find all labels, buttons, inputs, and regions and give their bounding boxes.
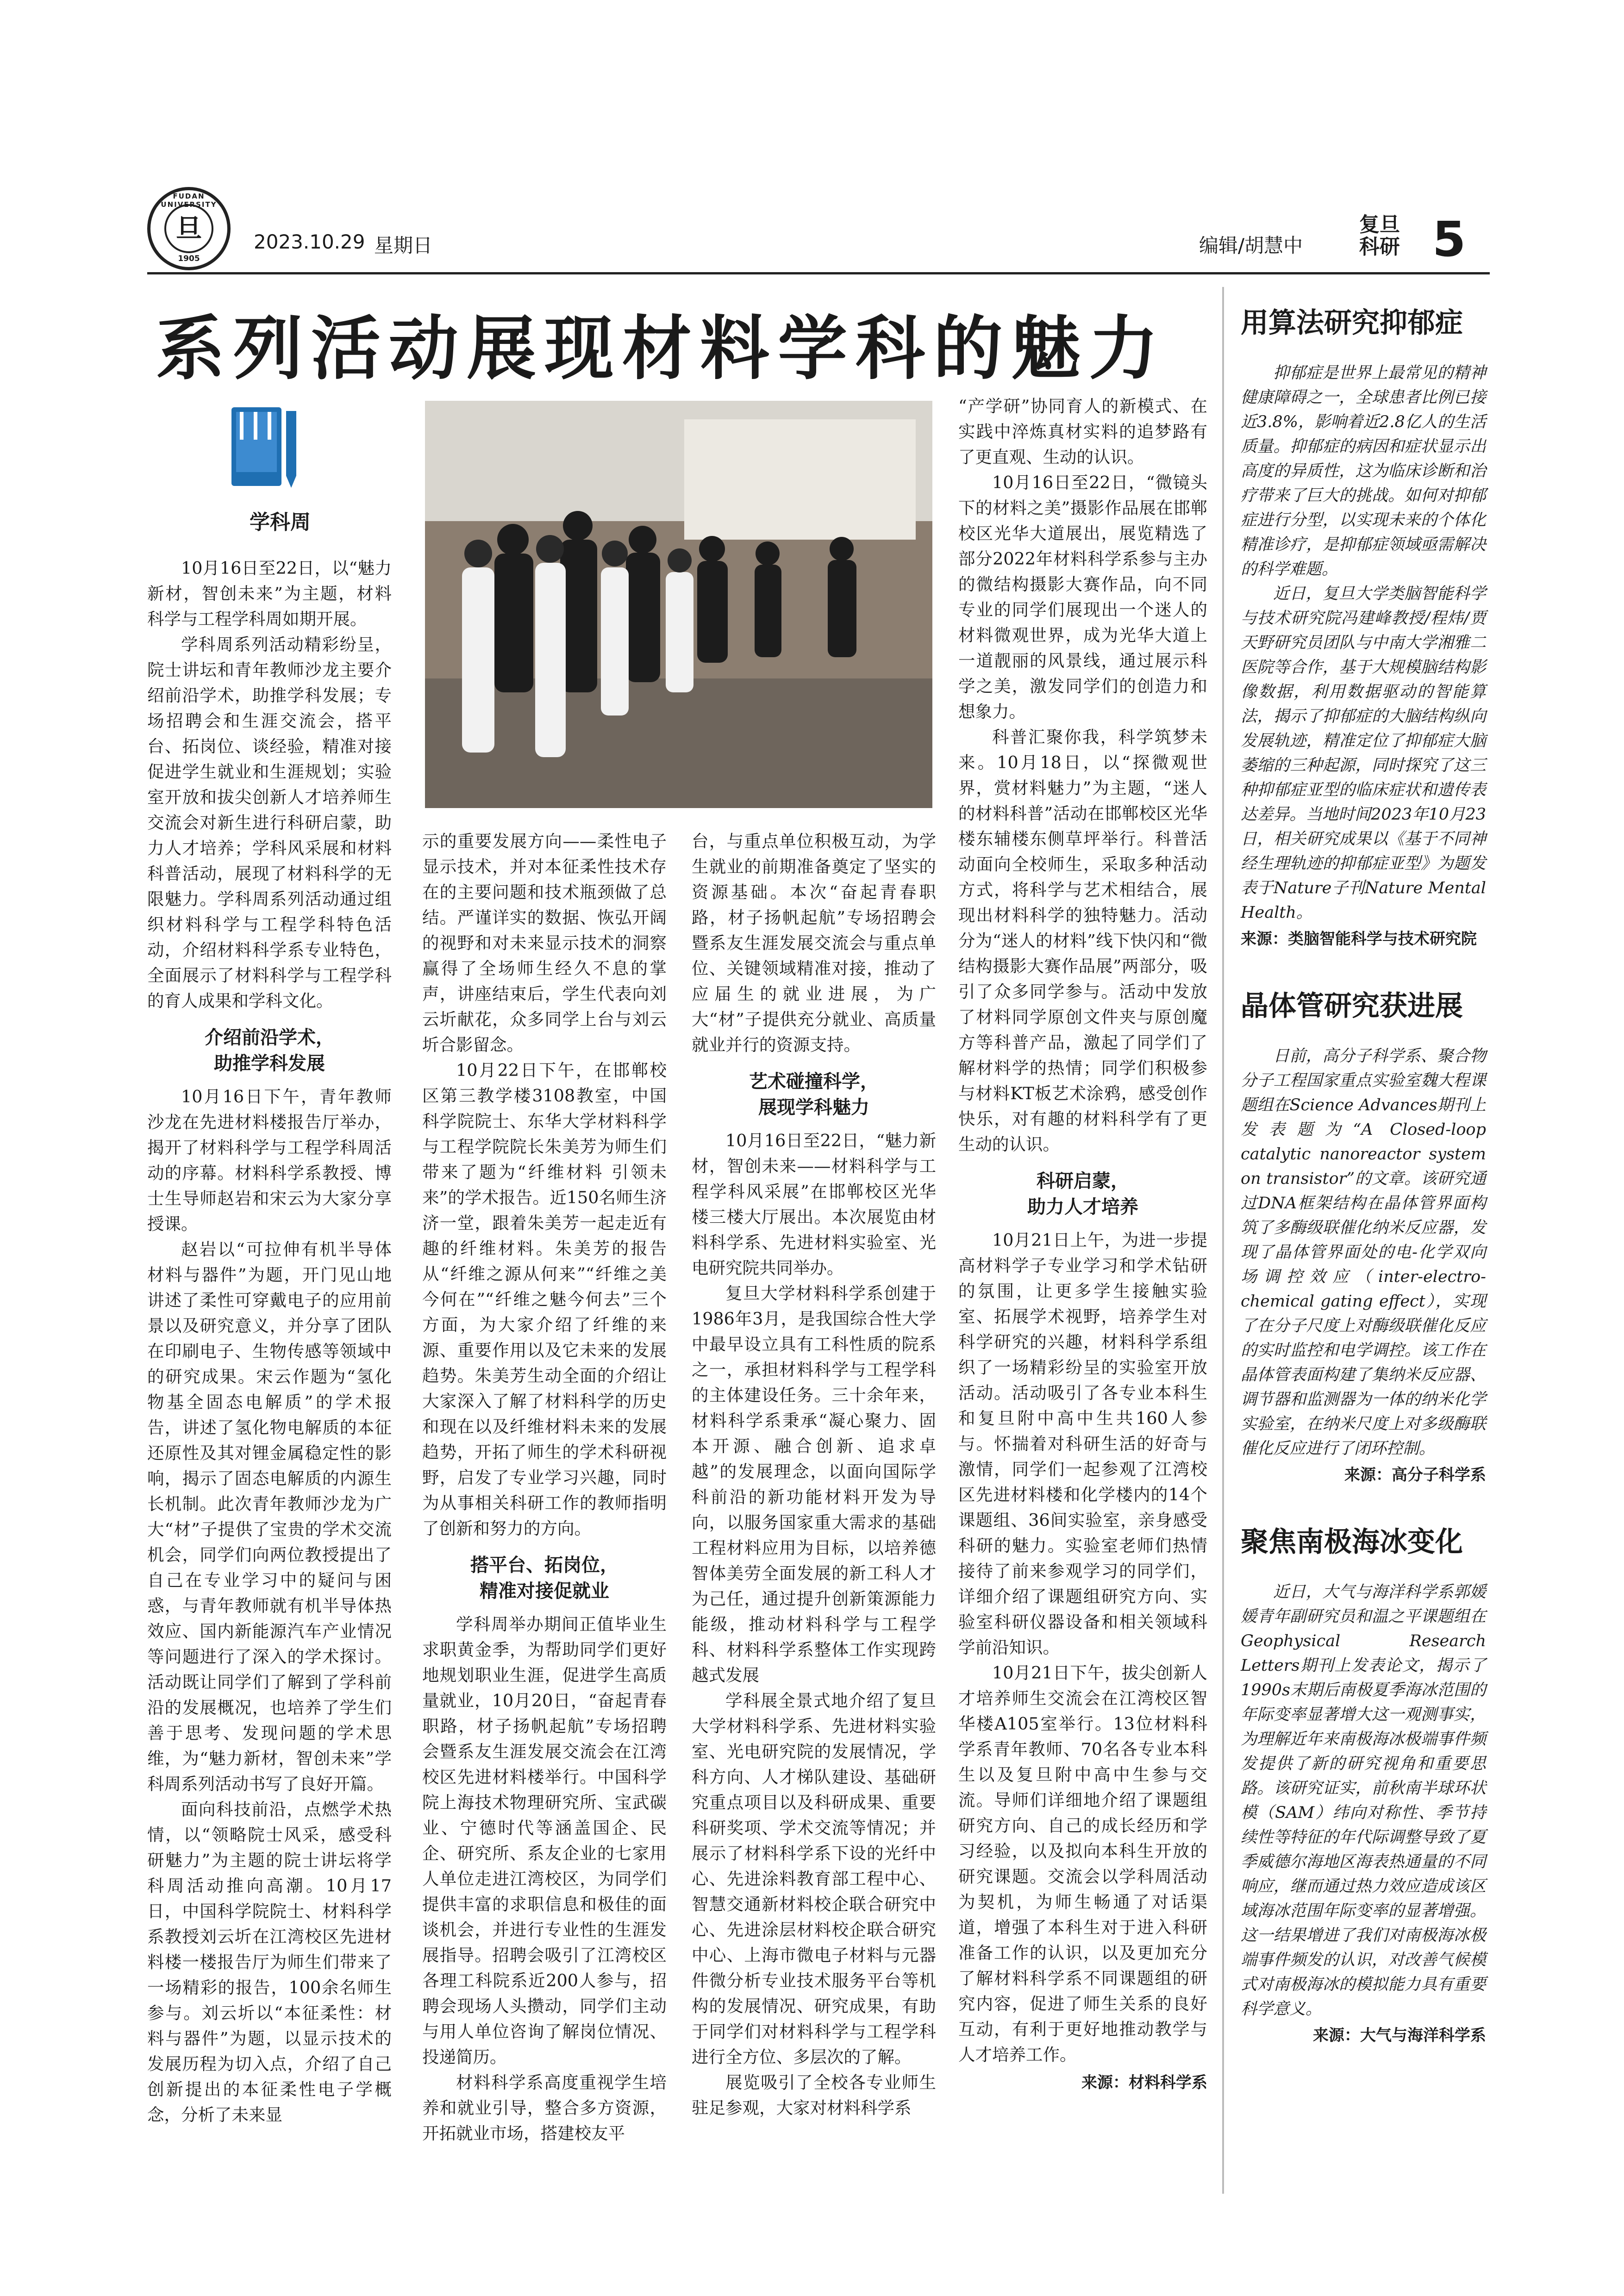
paragraph: 10月21日下午，拔尖创新人才培养师生交流会在江湾校区智华楼A105室举行。13位材料科学系青年教师、70名各专业本科生以及复旦附中高中生参与交流。导师们详细地介绍了课题组研究方向、自己的成长经历和学习经验，以及拟向本科生开放的研究课题。交流会以学科周活动为契机，为师生畅通了对话渠道，增强了本科生对于进入科研准备工作的认识，以及更加充分了解材料科学系不同课题组的研究内容，促进了师生关系的良好互动，有利于更好地推动教学与人才培养工作。 bbox=[958, 1663, 1207, 2065]
article-column-1 bbox=[147, 555, 392, 2128]
paragraph: 10月16日至22日，以“魅力新材，智创未来”为主题，材料科学与工程学科周如期开展。 bbox=[147, 558, 392, 629]
article-column-3 bbox=[692, 828, 936, 2121]
brief-title: 晶体管研究获进展 bbox=[1241, 990, 1463, 1022]
brief-source: 来源：类脑智能科学与技术研究院 bbox=[1241, 930, 1477, 948]
paragraph: 展览吸引了全校各专业师生驻足参观，大家对材料科学系 bbox=[692, 2072, 936, 2118]
paragraph: 10月22日下午，在邯郸校区第三教学楼3108教室，中国科学院院士、东华大学材料科学与工程学院院长朱美芳为师生们带来了题为“纤维材料 引领未来”的学术报告。近150名师生济济一堂，跟着朱美芳一起走近有趣的纤维材料。朱美芳的报告从“纤维之源从何来”“纤维之美今何在”“纤维之魅今何去”三个方面，为大家介绍了纤维的来源、重要作用以及它未来的发展趋势。朱美芳生动全面的介绍让大家深入了解了材料科学的历史和现在以及纤维材料未来的发展趋势，开拓了师生的学术科研视野，启发了专业学习兴趣，同时为从事相关科研工作的教师指明了创新和努力的方向。 bbox=[422, 1060, 667, 1538]
paragraph: 台，与重点单位积极互动，为学生就业的前期准备奠定了坚实的资源基础。本次“奋起青春职路，材子扬帆起航”专场招聘会暨系友生涯发展交流会与重点单位、关键领域精准对接，推动了应届生的就业进展，为广大“材”子提供充分就业、高质量就业并行的资源支持。 bbox=[692, 831, 936, 1055]
brand-line-1: 复旦 bbox=[1359, 213, 1400, 236]
book-pencil-icon bbox=[231, 407, 301, 491]
article-column-4 bbox=[958, 393, 1207, 2096]
paragraph: 近日，大气与海洋科学系郭媛媛青年副研究员和温之平课题组在Geophysical Research Letters期刊上发表论文，揭示了1990s末期后南极夏季海冰范围的年际变率显著增大这一观测事实，为理解近年来南极海冰极端事件频发提供了新的研究视角和重要思路。该研究证实，前秋南半球环状模（SAM）纬向对称性、季节持续性等特征的年代际调整导致了夏季威德尔海地区海表热通量的不同响应，继而通过热力效应造成该区域海冰范围年际变率的显著增强。这一结果增进了我们对南极海冰极端事件频发的认识，对改善气候模式对南极海冰的模拟能力具有重要科学意义。 bbox=[1241, 1583, 1486, 2018]
paragraph: 10月16日下午，青年教师沙龙在先进材料楼报告厅举办，揭开了材料科学与工程学科周活动的序幕。材料科学系教授、博士生导师赵岩和宋云为大家分享授课。 bbox=[147, 1087, 392, 1234]
column-divider bbox=[1222, 287, 1224, 2194]
brief-source: 来源：高分子科学系 bbox=[1344, 1466, 1486, 1484]
subheading: 搭平台、拓岗位， 精准对接促就业 bbox=[470, 1555, 618, 1602]
article-column-2 bbox=[422, 828, 667, 2146]
paragraph: 10月21日上午，为进一步提高材料学子专业学习和学术钻研的氛围，让更多学生接触实验室、拓展学术视野，培养学生对科学研究的兴趣，材料科学系组织了一场精彩纷呈的实验室开放活动。活动吸引了各专业本科生和复旦附中高中生共160人参与。怀揣着对科研生活的好奇与激情，同学们一起参观了江湾校区先进材料楼和化学楼内的14个课题组、36间实验室，亲身感受科研的魅力。实验室老师们热情接待了前来参观学习的同学们，详细介绍了课题组研究方向、实验室科研仪器设备和相关领域科学前沿知识。 bbox=[958, 1230, 1207, 1657]
paragraph: 10月16日至22日，“微镜头下的材料之美”摄影作品展在邯郸校区光华大道展出，展览精选了部分2022年材料科学系参与主办的微结构摄影大赛作品，向不同专业的同学们展现出一个迷人的材料微观世界，成为光华大道上一道靓丽的风景线，通过展示科学之美，激发同学们的创造力和想象力。 bbox=[958, 473, 1207, 722]
logo-ring-text: FUDAN UNIVERSITY bbox=[161, 192, 217, 209]
subheading: 科研启蒙， 助力人才培养 bbox=[1027, 1170, 1138, 1218]
paragraph: 近日，复旦大学类脑智能科学与技术研究院冯建峰教授/程炜/贾天野研究员团队与中南大学湘雅二医院等合作，基于大规模脑结构影像数据，利用数据驱动的智能算法，揭示了抑郁症的大脑结构纵向发展轨迹，精准定位了抑郁症大脑萎缩的三种起源，同时探究了这三种抑郁症亚型的临床症状和遗传表达差异。当地时间2023年10月23日，相关研究成果以《基于不同神经生理轨迹的抑郁症亚型》为题发表于Nature子刊Nature Mental Health。 bbox=[1241, 585, 1486, 922]
event-photo-illustration bbox=[425, 401, 932, 808]
main-headline: 系列活动展现材料学科的魅力 bbox=[156, 309, 1167, 389]
issue-date: 2023.10.29 bbox=[254, 230, 365, 253]
subheading: 艺术碰撞科学， 展现学科魅力 bbox=[749, 1071, 879, 1118]
issue-weekday: 星期日 bbox=[374, 234, 433, 257]
header-divider bbox=[147, 272, 1490, 274]
section-brand bbox=[1352, 214, 1407, 258]
brief-source: 来源：大气与海洋科学系 bbox=[1313, 2026, 1486, 2045]
university-logo-seal bbox=[147, 187, 231, 270]
paragraph: 科普汇聚你我，科学筑梦未来。10月18日，以“探微观世界，赏材料魅力”为主题，“迷人的材料科普”活动在邯郸校区光华楼东辅楼东侧草坪举行。科普活动面向全校师生，采取多种活动方式，将科学与艺术相结合，展现出材料科学的独特魅力。活动分为“迷人的材料”线下快闪和“微结构摄影大赛作品展”两部分，吸引了众多同学参与。活动中发放了材料同学原创文件夹与原创魔方等科普产品，激起了同学们了解材料学的热情；同学们积极参与材料KT板艺术涂鸦，感受创作快乐，对有趣的材料科学有了更生动的认识。 bbox=[958, 727, 1207, 1154]
paragraph: 复旦大学材料科学系创建于1986年3月，是我国综合性大学中最早设立具有工科性质的院系之一，承担材料科学与工程学科的主体建设任务。三十余年来，材料科学系秉承“凝心聚力、固本开源、融合创新、追求卓越”的发展理念，以面向国际学科前沿的新功能材料开发为导向，以服务国家重大需求的基础工程材料应用为目标，以培养德智体美劳全面发展的新工科人才为己任，通过提升创新策源能力能级，推动材料科学与工程学科、材料科学系整体工作实现跨越式发展 bbox=[692, 1283, 936, 1685]
paragraph: 日前，高分子科学系、聚合物分子工程国家重点实验室魏大程课题组在Science Advances期刊上发表题为“A Closed-loop catalytic nanoreactor system on transistor”的文章。该研究通过DNA框架结构在晶体管界面构筑了多酶级联催化纳米反应器，发现了晶体管界面处的电-化学双向场调控效应（inter-electro-chemical gating effect），实现了在分子尺度上对酶级联催化反应的实时监控和电学调控。该工作在晶体管表面构建了集纳米反应器、调节器和监测器为一体的纳米化学实验室，在纳米尺度上对多级酶联催化反应进行了闭环控制。 bbox=[1241, 1047, 1486, 1458]
brief-body bbox=[1241, 1044, 1486, 1487]
section-label: 学科周 bbox=[250, 510, 311, 534]
paragraph: 示的重要发展方向——柔性电子显示技术，并对本征柔性技术存在的主要问题和技术瓶颈做了总结。严谨详实的数据、恢弘开阔的视野和对未来显示技术的洞察赢得了全场师生经久不息的掌声，讲座结束后，学生代表向刘云圻献花，众多同学上台与刘云圻合影留念。 bbox=[422, 831, 667, 1055]
paragraph: 赵岩以“可拉伸有机半导体材料与器件”为题，开门见山地讲述了柔性可穿戴电子的应用前景以及研究意义，并分享了团队在印刷电子、生物传感等领域中的研究成果。宋云作题为“氢化物基全固态电解质”的学术报告，讲述了氢化物电解质的本征还原性及其对锂金属稳定性的影响，揭示了固态电解质的内源生长机制。此次青年教师沙龙为广大“材”子提供了宝贵的学术交流机会，同学们向两位教授提出了自己在专业学习中的疑问与困惑，与青年教师就有机半导体热效应、国内新能源汽车产业情况等问题进行了深入的学术探讨。活动既让同学们了解到了学科前沿的发展概况，也培养了学生们善于思考、发现问题的学术思维，为“魅力新材，智创未来”学科周系列活动书写了良好开篇。 bbox=[147, 1239, 392, 1794]
paragraph: 材料科学系高度重视学生培养和就业引导，整合多方资源，开拓就业市场，搭建校友平 bbox=[422, 2072, 667, 2143]
paragraph: 学科展全景式地介绍了复旦大学材料科学系、先进材料实验室、光电研究院的发展情况，学科方向、人才梯队建设、基础研究重点项目以及科研成果、重要科研奖项、学术交流等情况；并展示了材料科学系下设的光纤中心、先进涂料教育部工程中心、智慧交通新材料校企联合研究中心、先进涂层材料校企联合研究中心、上海市微电子材料与元器件微分析专业技术服务平台等机构的发展情况、研究成果，有助于同学们对材料科学与工程学科进行全方位、多层次的了解。 bbox=[692, 1691, 936, 2067]
brief-body bbox=[1241, 361, 1486, 952]
paragraph: 学科周举办期间正值毕业生求职黄金季，为帮助同学们更好地规划职业生涯，促进学生高质量就业，10月20日，“奋起青春职路，材子扬帆起航”专场招聘会暨系友生涯发展交流会在江湾校区先进材料楼举行。中国科学院上海技术物理研究所、宝武碳业、宁德时代等涵盖国企、民企、研究所、系友企业的七家用人单位走进江湾校区，为同学们提供丰富的求职信息和极佳的面谈机会，并进行专业性的生涯发展指导。招聘会吸引了江湾校区各理工科院系近200人参与，招聘会现场人头攒动，同学们主动与用人单位咨询了解岗位情况、投递简历。 bbox=[422, 1614, 667, 2067]
article-source: 来源：材料科学系 bbox=[1081, 2073, 1207, 2092]
paragraph: 面向科技前沿，点燃学术热情，以“领略院士风采，感受科研魅力”为主题的院士讲坛将学科周活动推向高潮。10月17日，中国科学院院士、材料科学系教授刘云圻在江湾校区先进材料楼一楼报告厅为师生们带来了一场精彩的报告，100余名师生参与。刘云圻以“本征柔性：材料与器件”为题，以显示技术的发展历程为切入点，介绍了自己创新提出的本征柔性电子学概念，分析了未来显 bbox=[147, 1799, 392, 2125]
event-photo bbox=[425, 401, 932, 808]
subheading: 介绍前沿学术， 助推学科发展 bbox=[205, 1027, 334, 1074]
logo-center-glyph: 旦 bbox=[164, 204, 213, 253]
logo-year: 1905 bbox=[178, 254, 200, 263]
brand-line-2: 科研 bbox=[1359, 235, 1400, 259]
paragraph: 抑郁症是世界上最常见的精神健康障碍之一，全球患者比例已接近3.8%，影响着近2.8亿人的生活质量。抑郁症的病因和症状显示出高度的异质性，这为临床诊断和治疗带来了巨大的挑战。如何对抑郁症进行分型，以实现未来的个体化精准诊疗，是抑郁症领域亟需解决的科学难题。 bbox=[1241, 364, 1486, 579]
page-number: 5 bbox=[1432, 211, 1466, 268]
paragraph: 10月16日至22日，“魅力新材，智创未来——材料科学与工程学科风采展”在邯郸校区光华楼三楼大厅展出。本次展览由材料科学系、先进材料实验室、光电研究院共同举办。 bbox=[692, 1131, 936, 1278]
paragraph: “产学研”协同育人的新模式、在实践中淬炼真材实料的追梦路有了更直观、生动的认识。 bbox=[958, 396, 1207, 467]
brief-title: 用算法研究抑郁症 bbox=[1241, 307, 1463, 339]
brief-body bbox=[1241, 1580, 1486, 2048]
sidebar-briefs bbox=[1241, 301, 1486, 2048]
page-editor: 编辑/胡慧中 bbox=[1199, 234, 1303, 257]
brief-title: 聚焦南极海冰变化 bbox=[1241, 1526, 1463, 1558]
paragraph: 学科周系列活动精彩纷呈，院士讲坛和青年教师沙龙主要介绍前沿学术，助推学科发展；专场招聘会和生涯交流会，搭平台、拓岗位、谈经验，精准对接促进学生就业和生涯规划；实验室开放和拔尖创新人才培养师生交流会对新生进行科研启蒙，助力人才培养；学科风采展和材料科普活动，展现了材料科学的无限魅力。学科周系列活动通过组织材料科学与工程学科特色活动，介绍材料科学系专业特色，全面展示了材料科学与工程学科的育人成果和学科文化。 bbox=[147, 635, 392, 1011]
